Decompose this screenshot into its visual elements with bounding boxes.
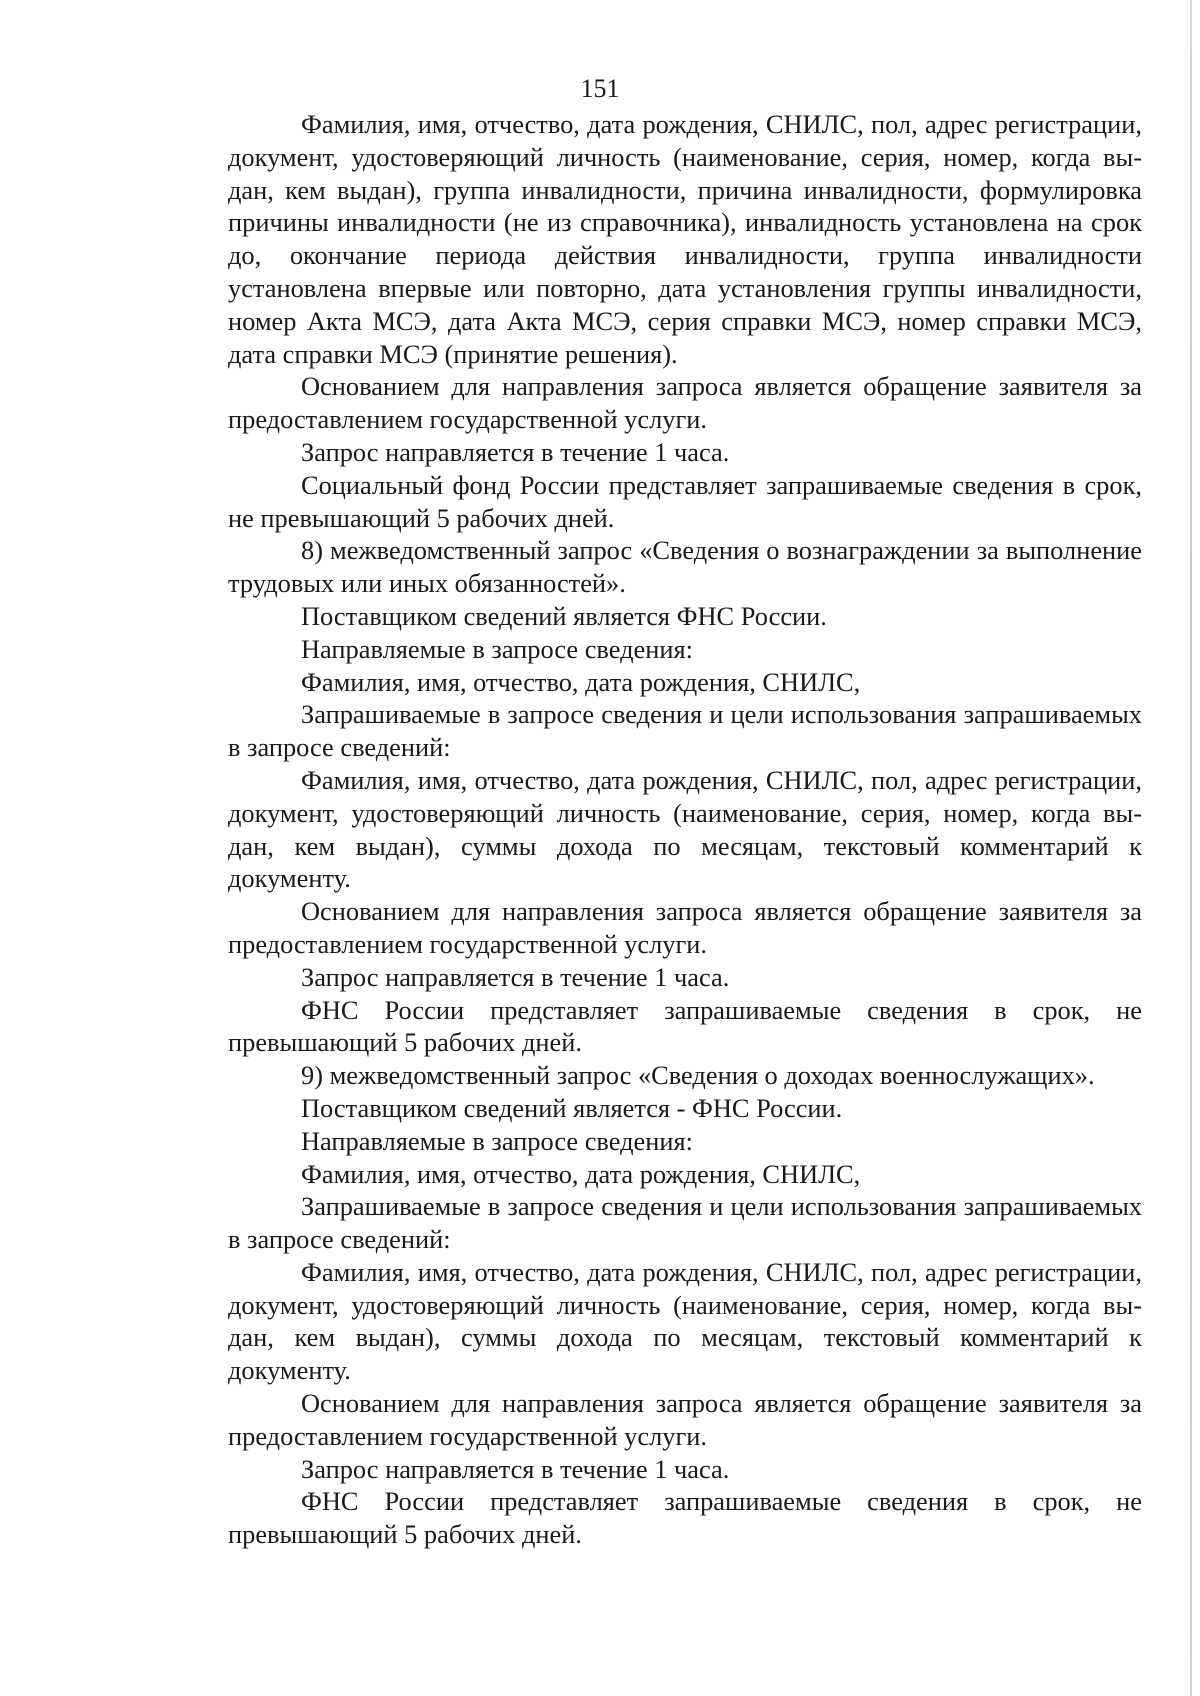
paragraph-request-basis: Основанием для направления запроса является обращение заявителя за предоставлением государственной услуги. — [228, 371, 1142, 435]
paragraph-request-timing: Запрос направляется в течение 1 часа. — [301, 1453, 730, 1484]
document-body — [228, 108, 1142, 1551]
page-number: 151 — [580, 74, 620, 103]
paragraph-response-deadline: Социальный фонд России представляет запрашиваемые сведения в срок, не превышающий 5 рабочих дней. — [228, 469, 1142, 533]
paragraph-sent-data: Фамилия, имя, отчество, дата рождения, СНИЛС, — [301, 666, 861, 697]
paragraph-supplier: Поставщиком сведений является ФНС России. — [301, 600, 827, 631]
paragraph-requested-data-heading: Запрашиваемые в запросе сведения и цели использования запрашиваемых в запросе сведений: — [228, 1191, 1142, 1255]
paragraph-request-basis: Основанием для направления запроса является обращение заявителя за предоставлением государственной услуги. — [228, 896, 1142, 959]
paragraph-request-8-title: 8) межведомственный запрос «Сведения о вознаграждении за выполнение трудовых или иных обязанностей». — [228, 535, 1142, 599]
paragraph-supplier: Поставщиком сведений является - ФНС России. — [301, 1092, 843, 1123]
paragraph-response-deadline: ФНС России представляет запрашиваемые сведения в срок, не превышающий 5 рабочих дней. — [228, 1486, 1142, 1550]
paragraph-request-timing: Запрос направляется в течение 1 часа. — [301, 436, 730, 467]
paragraph-requested-data: Фамилия, имя, отчество, дата рождения, СНИЛС, пол, адрес регистрации, документ, удостоверяющий личность (наименование, серия, номер, когда вы-дан, кем выдан), суммы дохода по месяцам, текстовый комментарий к документу. — [228, 764, 1142, 894]
paragraph-request-9-title: 9) межведомственный запрос «Сведения о доходах военнослужащих». — [301, 1060, 1095, 1091]
paragraph-requested-data: Фамилия, имя, отчество, дата рождения, СНИЛС, пол, адрес регистрации, документ, удостоверяющий личность (наименование, серия, номер, когда вы-дан, кем выдан), суммы дохода по месяцам, текстовый комментарий к документу. — [228, 1256, 1142, 1386]
paragraph-sent-data-heading: Направляемые в запросе сведения: — [301, 1125, 693, 1156]
paragraph-sent-data-heading: Направляемые в запросе сведения: — [301, 633, 693, 664]
paragraph-personal-data-disability: Фамилия, имя, отчество, дата рождения, СНИЛС, пол, адрес регистрации, документ, удостоверяющий личность (наименование, серия, номер, когда вы-дан, кем выдан), группа инвалидности, причина инвалидности, формулировка причины инвалидности (не из справочника), инвалидность установлена на срок до, окончание периода действия инвалидности, группа инвалидности установлена впервые или повторно, дата установления группы инвалидности, номер Акта МСЭ, дата Акта МСЭ, серия справки МСЭ, номер справки МСЭ, дата справки МСЭ (принятие решения). — [228, 109, 1142, 369]
scan-edge-line — [1190, 0, 1192, 1696]
paragraph-sent-data: Фамилия, имя, отчество, дата рождения, СНИЛС, — [301, 1158, 861, 1189]
paragraph-requested-data-heading: Запрашиваемые в запросе сведения и цели использования запрашиваемых в запросе сведений: — [228, 699, 1142, 763]
paragraph-request-timing: Запрос направляется в течение 1 часа. — [301, 961, 730, 992]
paragraph-response-deadline: ФНС России представляет запрашиваемые сведения в срок, не превышающий 5 рабочих дней. — [228, 994, 1142, 1058]
paragraph-request-basis: Основанием для направления запроса является обращение заявителя за предоставлением государственной услуги. — [228, 1388, 1142, 1451]
